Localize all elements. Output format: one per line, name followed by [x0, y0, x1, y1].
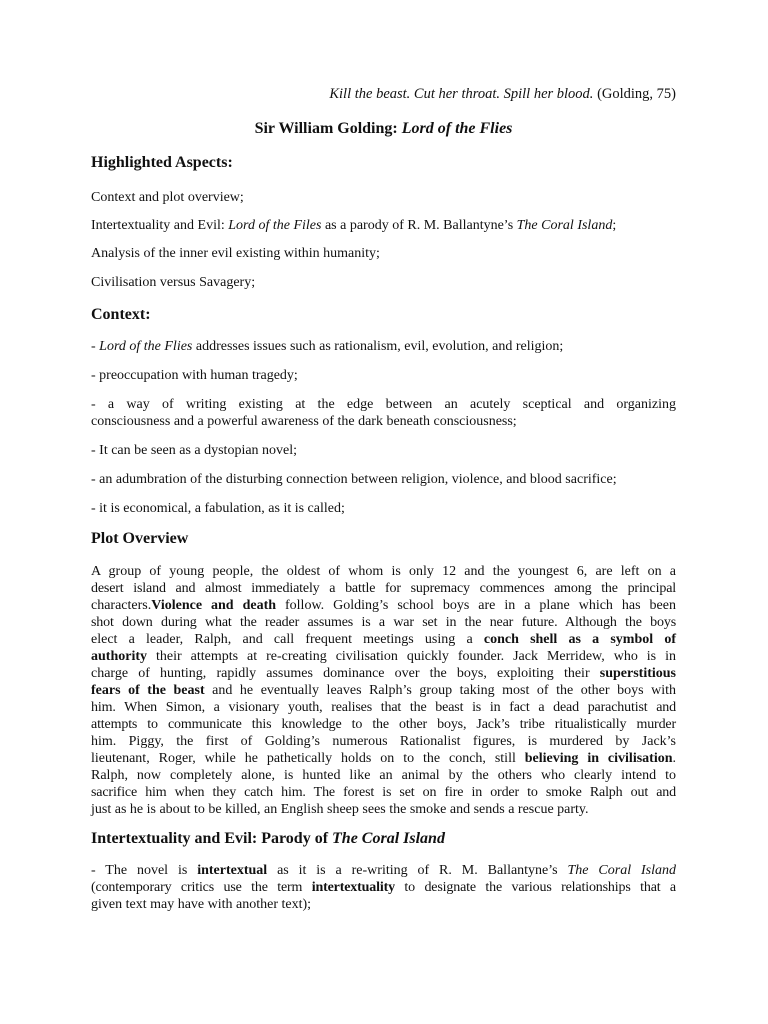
page-title	[91, 120, 676, 137]
plot-heading: Plot Overview	[91, 530, 189, 547]
plot-l12-b: believing in civilisation	[524, 751, 673, 766]
plot-line-7	[91, 665, 676, 682]
plot-l3-b: Violence and death	[151, 598, 277, 613]
intertext-l1-b: intertextual	[197, 863, 268, 878]
intertext-l1-d: The Coral Island	[567, 863, 676, 878]
intertext-heading-a: Intertextuality and Evil: Parody of	[91, 830, 333, 847]
epigraph-citation: (Golding, 75)	[593, 86, 676, 102]
plot-l12-c: .	[672, 751, 676, 766]
context-bullet-6: - it is economical, a fabulation, as it is called;	[91, 501, 345, 516]
plot-line-11: him. Piggy, the first of Golding’s numerous Rationalist figures, is murdered by Jack’s	[91, 734, 676, 749]
plot-line-10: attempts to communicate this knowledge to the other boys, Jack’s tribe ritualistically murder	[91, 717, 676, 732]
plot-l5-a: elect a leader, Ralph, and call frequent meetings using a	[91, 632, 484, 647]
epigraph	[91, 86, 676, 103]
plot-l7-a: charge of hunting, rapidly assumes dominance over the boys, exploiting their	[91, 666, 600, 681]
plot-l5-b: conch shell as a symbol of	[483, 632, 676, 647]
intertext-line-3: given text may have with another text);	[91, 897, 312, 912]
intertext-line-1	[91, 862, 676, 879]
b1-text-c: addresses issues such as rationalism, evil, evolution, and religion;	[192, 339, 564, 354]
intertext-heading-b: The Coral Island	[332, 830, 445, 847]
intertext-line-2	[91, 879, 676, 896]
context-bullet-3-line-1: - a way of writing existing at the edge between an acutely sceptical and organizing	[91, 397, 676, 412]
plot-l3-c: follow. Golding’s school boys are in a plane which has been	[276, 598, 676, 613]
plot-l8-a: fears of the beast	[91, 683, 205, 698]
highlighted-item-3: Analysis of the inner evil existing within humanity;	[91, 246, 380, 261]
intertext-l1-a: - The novel is	[91, 863, 198, 878]
item2-text-e: ;	[612, 218, 617, 233]
context-heading: Context:	[91, 306, 151, 323]
plot-l6-a: authority	[91, 649, 147, 664]
plot-l6-b: their attempts at re-creating civilisation quickly founder. Jack Merridew, who is in	[147, 649, 676, 664]
plot-l3-a: characters.	[91, 598, 152, 613]
plot-l8-b: and he eventually leaves Ralph’s group taking most of the other boys with	[204, 683, 676, 698]
highlighted-item-1: Context and plot overview;	[91, 190, 244, 205]
plot-line-12	[91, 750, 676, 767]
intertext-l2-c: to designate the various relationships that a	[395, 880, 676, 895]
title-work: Lord of the Flies	[401, 120, 513, 137]
plot-line-6	[91, 648, 676, 665]
plot-line-8	[91, 682, 676, 699]
title-author: Sir William Golding:	[254, 120, 402, 137]
plot-line-5	[91, 631, 676, 648]
intertext-l2-a: (contemporary critics use the term	[91, 880, 312, 895]
plot-l7-b: superstitious	[599, 666, 676, 681]
context-bullet-3-line-2: consciousness and a powerful awareness of the dark beneath consciousness;	[91, 414, 517, 429]
highlighted-item-2	[91, 217, 676, 234]
b1-text-a: -	[91, 339, 100, 354]
context-bullet-5: - an adumbration of the disturbing connection between religion, violence, and blood sacrifice;	[91, 472, 617, 487]
intertext-l1-c: as it is a re-writing of R. M. Ballantyne’s	[267, 863, 568, 878]
item2-text-b: Lord of the Files	[228, 218, 322, 233]
item2-text-c: as a parody of R. M. Ballantyne’s	[321, 218, 517, 233]
plot-line-4: shot down during what the reader assumes is a war set in the near future. Although the boys	[91, 615, 676, 630]
epigraph-quote: Kill the beast. Cut her throat. Spill her blood.	[329, 86, 594, 102]
context-bullet-2: - preoccupation with human tragedy;	[91, 368, 298, 383]
plot-line-2: desert island and almost immediately a battle for supremacy commences among the principal	[91, 581, 676, 596]
plot-line-15: just as he is about to be killed, an English sheep sees the smoke and sends a rescue party.	[91, 802, 589, 817]
highlighted-item-4: Civilisation versus Savagery;	[91, 275, 256, 290]
highlighted-heading: Highlighted Aspects:	[91, 154, 233, 171]
item2-text-d: The Coral Island	[516, 218, 613, 233]
plot-line-13: Ralph, now completely alone, is hunted like an animal by the others who clearly intend to	[91, 768, 676, 783]
item2-text-a: Intertextuality and Evil:	[91, 218, 229, 233]
plot-line-3	[91, 597, 676, 614]
plot-line-1: A group of young people, the oldest of whom is only 12 and the youngest 6, are left on a	[91, 564, 676, 579]
intertext-heading	[91, 830, 676, 847]
context-bullet-1	[91, 338, 676, 355]
plot-line-9: him. When Simon, a visionary youth, realises that the beast is in fact a dead parachutist and	[91, 700, 676, 715]
intertext-l2-b: intertextuality	[311, 880, 395, 895]
context-bullet-4: - It can be seen as a dystopian novel;	[91, 443, 298, 458]
b1-text-b: Lord of the Flies	[99, 339, 193, 354]
plot-line-14: sacrifice him when they catch him. The forest is set on fire in order to smoke Ralph out and	[91, 785, 676, 800]
plot-l12-a: lieutenant, Roger, while he pathetically holds on to the conch, still	[91, 751, 525, 766]
